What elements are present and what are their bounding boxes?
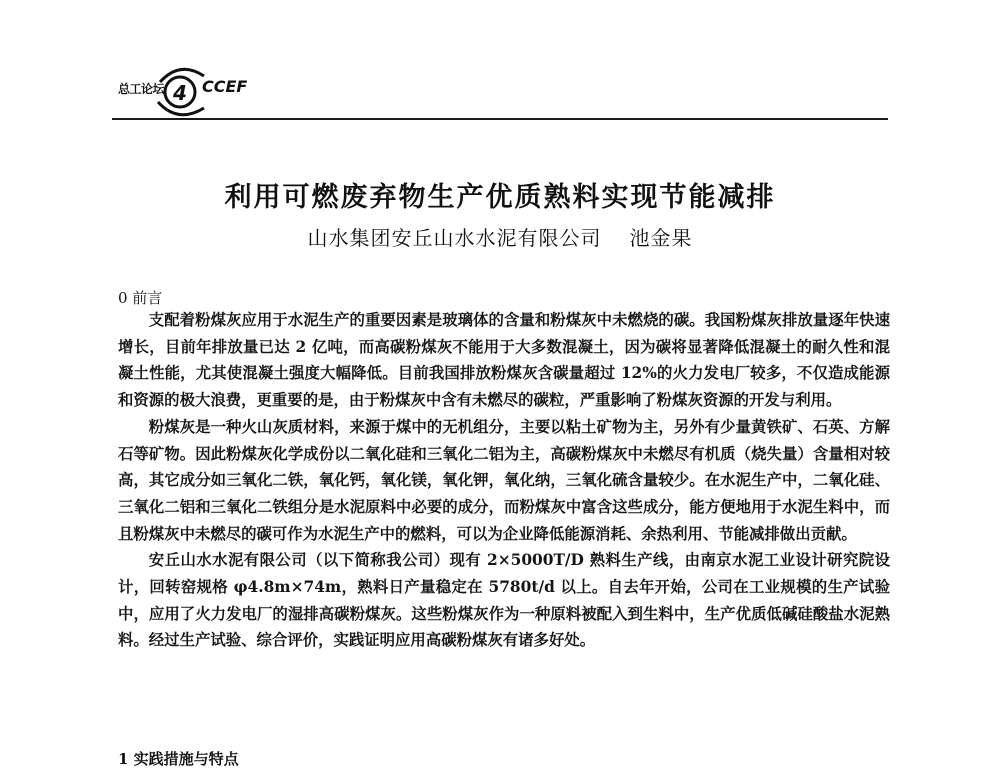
article-body: [118, 307, 890, 654]
author: 池金果: [629, 226, 693, 250]
paragraph: 安丘山水水泥有限公司（以下简称我公司）现有 2×5000T/D 熟料生产线，由南京水泥工业设计研究院设计，回转窑规格 φ4.8m×74m，熟料日产量稳定在 5780t/d 以上。自去年开始，公司在工业规模的生产试验中，应用了火力发电厂的湿排高碳粉煤灰。这些粉煤灰作为一种原料被配入到生料中，生产优质低碱硅酸盐水泥熟料。经过生产试验、综合评价，实践证明应用高碳粉煤灰有诸多好处。: [118, 551, 890, 650]
emblem-glyph: 4: [173, 81, 187, 105]
byline: [0, 222, 1000, 251]
logo-right-text: CCEF: [202, 77, 248, 96]
logo-left-text: 总工论坛: [118, 82, 165, 96]
section-heading-preface: 0 前言: [118, 289, 163, 307]
paragraph: 支配着粉煤灰应用于水泥生产的重要因素是玻璃体的含量和粉煤灰中未燃烧的碳。我国粉煤灰排放量逐年快速增长，目前年排放量已达 2 亿吨，而高碳粉煤灰不能用于大多数混凝土，因为碳将显著降低混凝土的耐久性和混凝土性能，尤其使混凝土强度大幅降低。目前我国排放粉煤灰含碳量超过 12%的火力发电厂较多，不仅造成能源和资源的极大浪费，更重要的是，由于粉煤灰中含有未燃尽的碳粒，严重影响了粉煤灰资源的开发与利用。: [118, 311, 890, 410]
header-rule: [112, 118, 888, 120]
article-title: 利用可燃废弃物生产优质熟料实现节能减排: [224, 182, 776, 213]
ccef-logo: [110, 62, 270, 122]
ccef-emblem-icon: [154, 62, 206, 122]
organization: 山水集团安丘山水水泥有限公司: [307, 226, 602, 250]
paragraph: 粉煤灰是一种火山灰质材料，来源于煤中的无机组分，主要以粘土矿物为主，另外有少量黄铁矿、石英、方解石等矿物。因此粉煤灰化学成份以二氧化硅和三氧化二铝为主，高碳粉煤灰中未燃尽有机质（烧失量）含量相对较高，其它成分如三氧化二铁，氧化钙，氧化镁，氧化钾，氧化纳，三氧化硫含量较少。在水泥生产中，二氧化硅、三氧化二铝和三氧化二铁组分是水泥原料中必要的成分，而粉煤灰中富含这些成分，能方便地用于水泥生料中，而且粉煤灰中未燃尽的碳可作为水泥生产中的燃料，可以为企业降低能源消耗、余热利用、节能减排做出贡献。: [118, 417, 890, 543]
section-heading-practice: 1 实践措施与特点: [118, 750, 239, 768]
